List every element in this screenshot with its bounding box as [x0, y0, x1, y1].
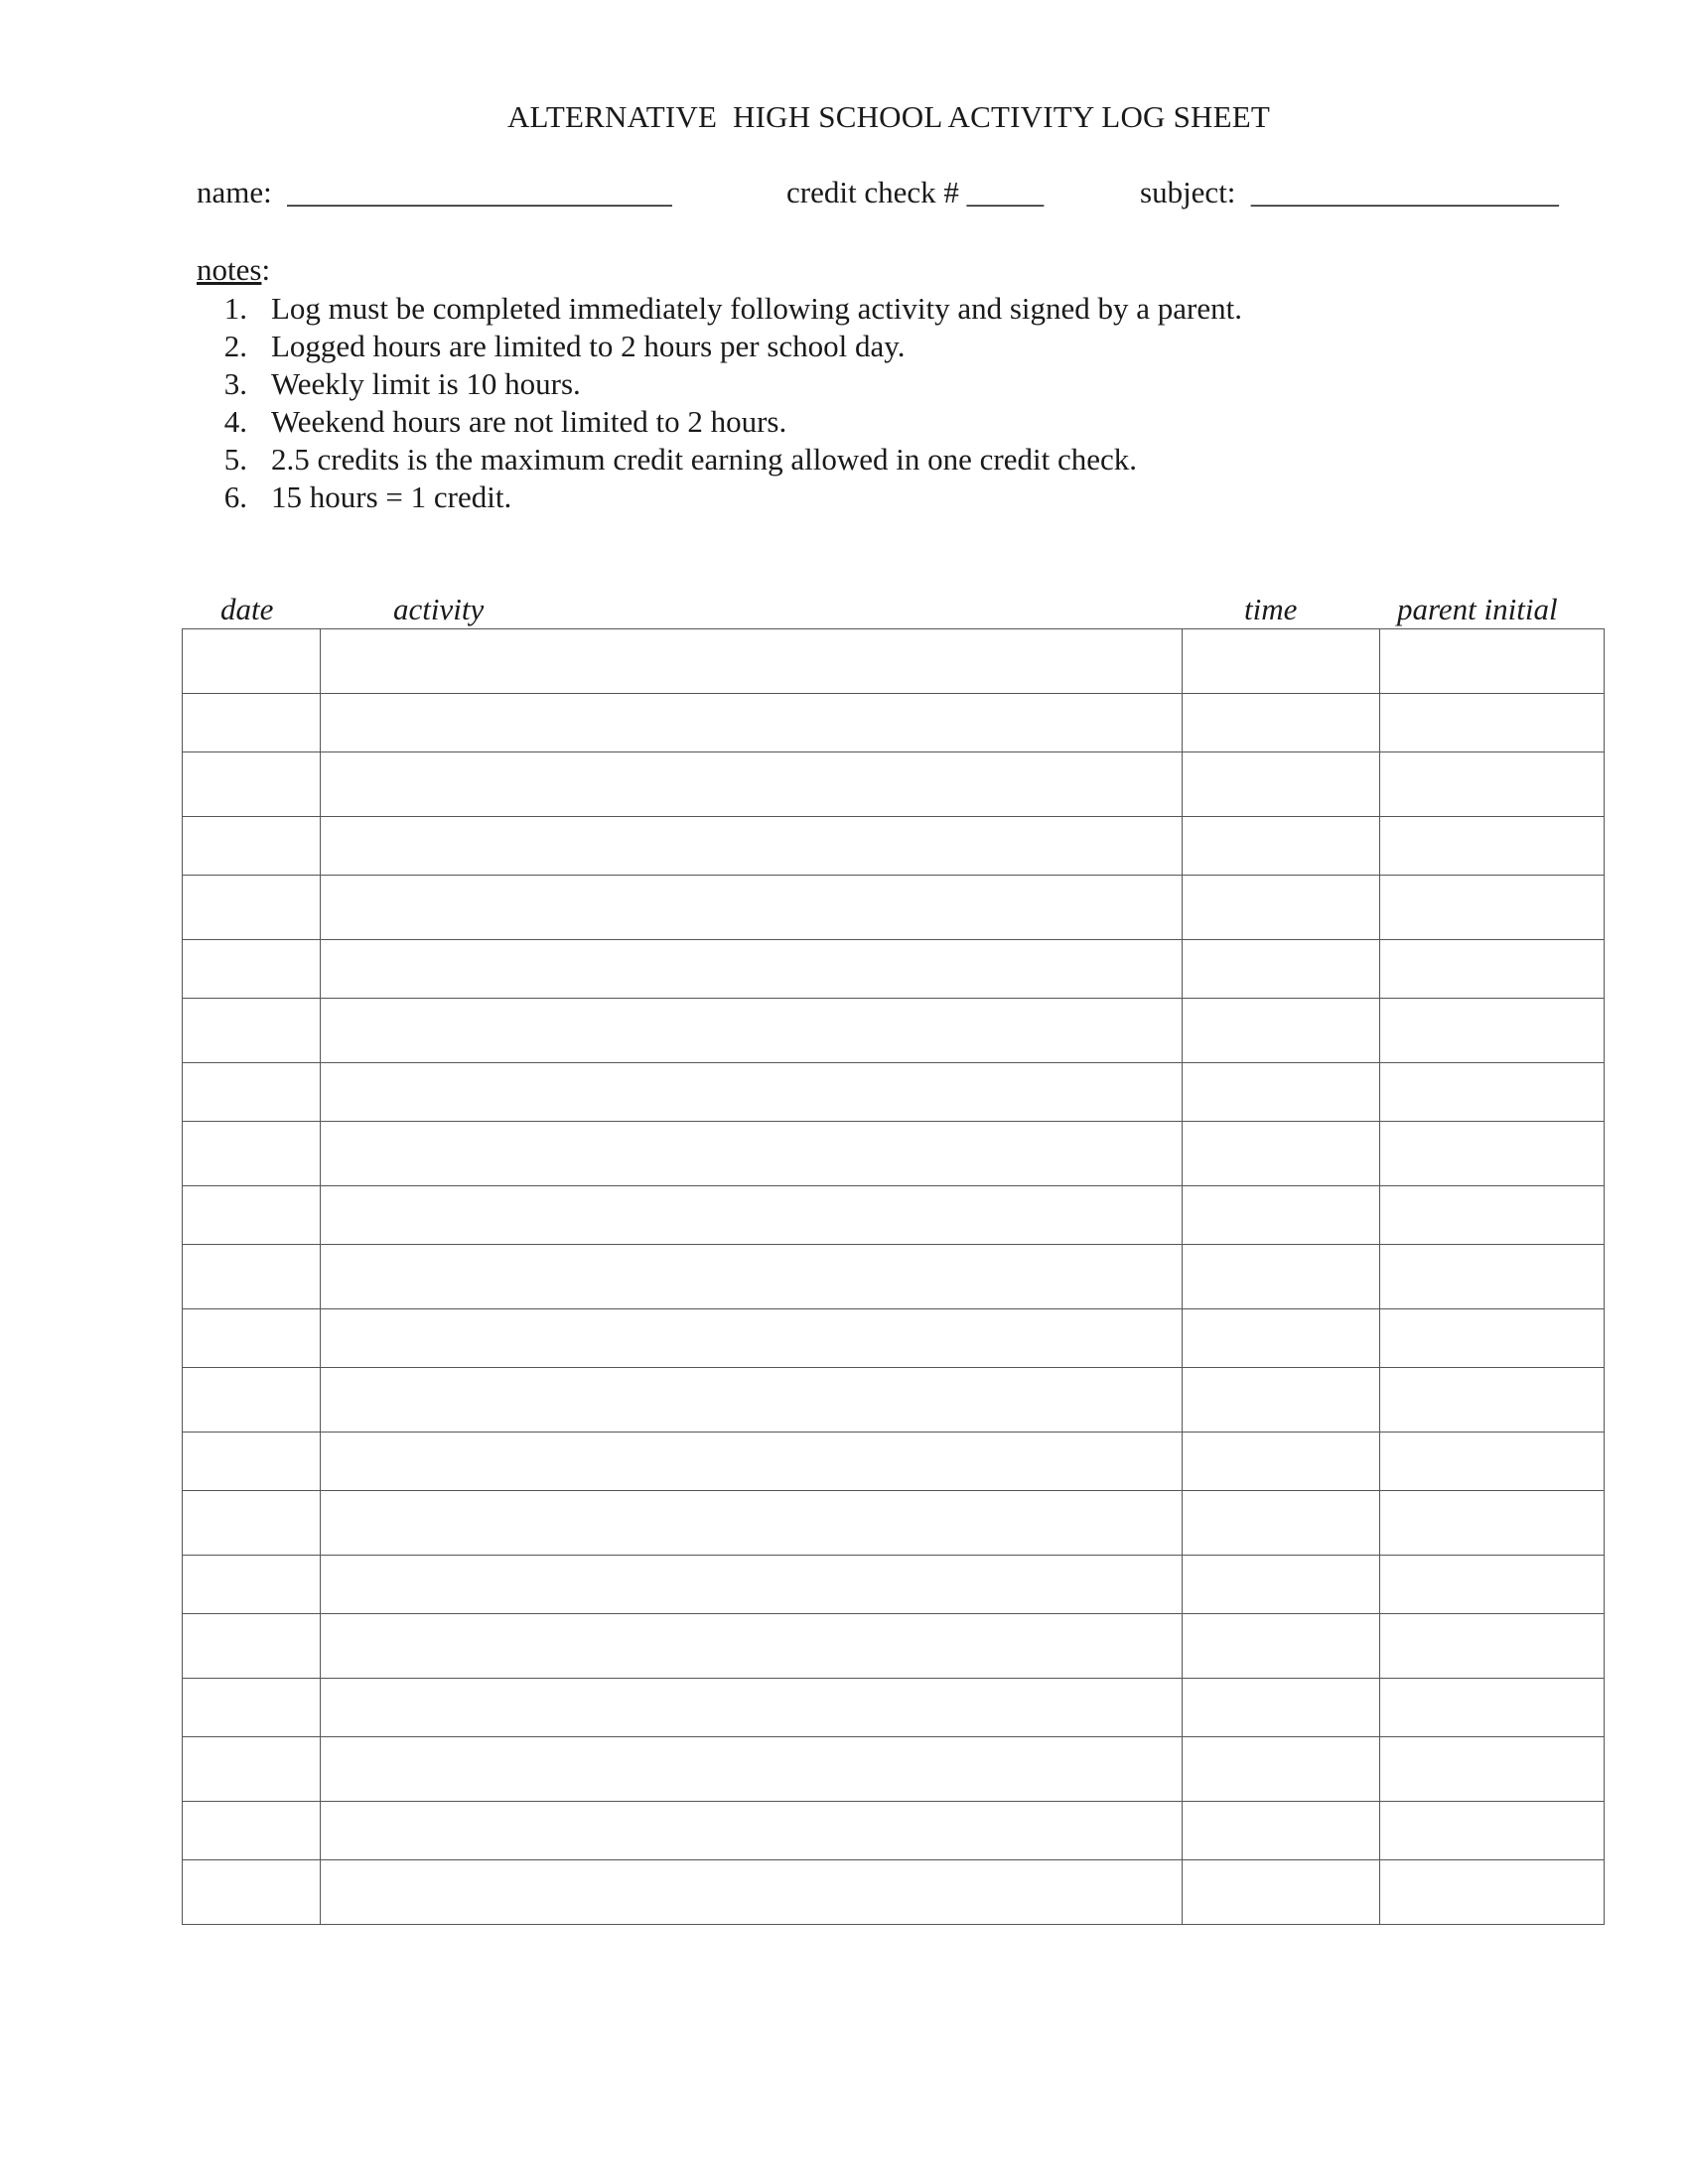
activity-log-table — [182, 628, 1605, 1925]
parent-initial-cell[interactable] — [1380, 1245, 1605, 1309]
notes-heading-colon: : — [261, 252, 271, 287]
note-item — [197, 403, 1242, 441]
note-text: Weekend hours are not limited to 2 hours. — [271, 404, 787, 439]
date-cell[interactable] — [183, 999, 321, 1063]
activity-cell[interactable] — [321, 1122, 1183, 1186]
credit-check-field[interactable]: credit check # _____ — [786, 175, 1045, 209]
date-cell[interactable] — [183, 752, 321, 817]
time-cell[interactable] — [1183, 1186, 1380, 1245]
table-row — [183, 1122, 1605, 1186]
time-cell[interactable] — [1183, 1737, 1380, 1802]
parent-initial-cell[interactable] — [1380, 694, 1605, 752]
time-cell[interactable] — [1183, 1245, 1380, 1309]
note-item — [197, 365, 1242, 403]
note-number: 4. — [223, 404, 247, 439]
activity-cell[interactable] — [321, 876, 1183, 940]
parent-initial-cell[interactable] — [1380, 629, 1605, 694]
date-cell[interactable] — [183, 817, 321, 876]
time-cell[interactable] — [1183, 1614, 1380, 1679]
parent-initial-cell[interactable] — [1380, 1433, 1605, 1491]
activity-cell[interactable] — [321, 940, 1183, 999]
parent-initial-cell[interactable] — [1380, 1186, 1605, 1245]
activity-cell[interactable] — [321, 1063, 1183, 1122]
table-row — [183, 1614, 1605, 1679]
date-cell[interactable] — [183, 629, 321, 694]
column-header-date: date — [220, 592, 274, 626]
time-cell[interactable] — [1183, 694, 1380, 752]
table-row — [183, 629, 1605, 694]
activity-cell[interactable] — [321, 1433, 1183, 1491]
parent-initial-cell[interactable] — [1380, 1860, 1605, 1925]
activity-cell[interactable] — [321, 1368, 1183, 1433]
table-row — [183, 1491, 1605, 1556]
date-cell[interactable] — [183, 1186, 321, 1245]
activity-cell[interactable] — [321, 1245, 1183, 1309]
parent-initial-cell[interactable] — [1380, 1737, 1605, 1802]
page-title: ALTERNATIVE HIGH SCHOOL ACTIVITY LOG SHEET — [506, 99, 1271, 134]
activity-cell[interactable] — [321, 1614, 1183, 1679]
parent-initial-cell[interactable] — [1380, 817, 1605, 876]
note-item — [197, 328, 1242, 365]
note-number: 2. — [223, 329, 247, 363]
activity-cell[interactable] — [321, 629, 1183, 694]
time-cell[interactable] — [1183, 1556, 1380, 1614]
time-cell[interactable] — [1183, 999, 1380, 1063]
note-text: Log must be completed immediately following activity and signed by a parent. — [271, 291, 1242, 326]
time-cell[interactable] — [1183, 1491, 1380, 1556]
table-row — [183, 1556, 1605, 1614]
note-number: 6. — [223, 479, 247, 514]
table-row — [183, 1186, 1605, 1245]
table-row — [183, 1245, 1605, 1309]
time-cell[interactable] — [1183, 752, 1380, 817]
note-number: 1. — [223, 291, 247, 326]
date-cell[interactable] — [183, 1860, 321, 1925]
date-cell[interactable] — [183, 1679, 321, 1737]
note-number: 5. — [223, 442, 247, 477]
table-row — [183, 1309, 1605, 1368]
name-field[interactable]: name: _________________________ — [197, 175, 672, 209]
table-row — [183, 694, 1605, 752]
activity-cell[interactable] — [321, 694, 1183, 752]
activity-cell[interactable] — [321, 1679, 1183, 1737]
parent-initial-cell[interactable] — [1380, 1309, 1605, 1368]
date-cell[interactable] — [183, 876, 321, 940]
time-cell[interactable] — [1183, 940, 1380, 999]
table-row — [183, 876, 1605, 940]
time-cell[interactable] — [1183, 1860, 1380, 1925]
table-row — [183, 752, 1605, 817]
column-header-activity: activity — [393, 592, 485, 626]
activity-log-body — [183, 629, 1605, 1925]
notes-heading — [197, 252, 270, 288]
time-cell[interactable] — [1183, 876, 1380, 940]
table-row — [183, 999, 1605, 1063]
table-row — [183, 1433, 1605, 1491]
note-text: 15 hours = 1 credit. — [271, 479, 512, 514]
table-row — [183, 1737, 1605, 1802]
note-text: 2.5 credits is the maximum credit earning allowed in one credit check. — [271, 442, 1138, 477]
date-cell[interactable] — [183, 1737, 321, 1802]
date-cell[interactable] — [183, 1309, 321, 1368]
parent-initial-cell[interactable] — [1380, 1122, 1605, 1186]
date-cell[interactable] — [183, 1122, 321, 1186]
activity-cell[interactable] — [321, 1491, 1183, 1556]
date-cell[interactable] — [183, 1556, 321, 1614]
parent-initial-cell[interactable] — [1380, 1063, 1605, 1122]
date-cell[interactable] — [183, 1433, 321, 1491]
date-cell[interactable] — [183, 940, 321, 999]
parent-initial-cell[interactable] — [1380, 876, 1605, 940]
time-cell[interactable] — [1183, 1368, 1380, 1433]
parent-initial-cell[interactable] — [1380, 1556, 1605, 1614]
parent-initial-cell[interactable] — [1380, 1679, 1605, 1737]
activity-cell[interactable] — [321, 817, 1183, 876]
table-row — [183, 1368, 1605, 1433]
note-text: Logged hours are limited to 2 hours per school day. — [271, 329, 906, 363]
note-number: 3. — [223, 366, 247, 401]
table-row — [183, 1679, 1605, 1737]
table-row — [183, 1063, 1605, 1122]
note-item — [197, 290, 1242, 328]
table-row — [183, 940, 1605, 999]
time-cell[interactable] — [1183, 1122, 1380, 1186]
table-row — [183, 1860, 1605, 1925]
parent-initial-cell[interactable] — [1380, 1802, 1605, 1860]
parent-initial-cell[interactable] — [1380, 752, 1605, 817]
time-cell[interactable] — [1183, 629, 1380, 694]
note-item — [197, 478, 1242, 516]
activity-cell[interactable] — [321, 1186, 1183, 1245]
parent-initial-cell[interactable] — [1380, 999, 1605, 1063]
column-header-parent-initial: parent initial — [1397, 592, 1558, 626]
parent-initial-cell[interactable] — [1380, 1491, 1605, 1556]
date-cell[interactable] — [183, 1491, 321, 1556]
date-cell[interactable] — [183, 694, 321, 752]
subject-field[interactable]: subject: ____________________ — [1140, 175, 1559, 209]
notes-heading-label: notes — [197, 252, 262, 287]
table-row — [183, 1802, 1605, 1860]
activity-cell[interactable] — [321, 999, 1183, 1063]
note-text: Weekly limit is 10 hours. — [271, 366, 581, 401]
column-header-time: time — [1244, 592, 1298, 626]
activity-cell[interactable] — [321, 1737, 1183, 1802]
date-cell[interactable] — [183, 1802, 321, 1860]
date-cell[interactable] — [183, 1614, 321, 1679]
activity-cell[interactable] — [321, 752, 1183, 817]
activity-cell[interactable] — [321, 1309, 1183, 1368]
date-cell[interactable] — [183, 1245, 321, 1309]
time-cell[interactable] — [1183, 1802, 1380, 1860]
time-cell[interactable] — [1183, 1063, 1380, 1122]
activity-cell[interactable] — [321, 1556, 1183, 1614]
date-cell[interactable] — [183, 1368, 321, 1433]
activity-cell[interactable] — [321, 1860, 1183, 1925]
activity-cell[interactable] — [321, 1802, 1183, 1860]
parent-initial-cell[interactable] — [1380, 940, 1605, 999]
notes-list — [197, 290, 1242, 516]
note-item — [197, 441, 1242, 478]
parent-initial-cell[interactable] — [1380, 1368, 1605, 1433]
table-row — [183, 817, 1605, 876]
date-cell[interactable] — [183, 1063, 321, 1122]
parent-initial-cell[interactable] — [1380, 1614, 1605, 1679]
time-cell[interactable] — [1183, 1679, 1380, 1737]
time-cell[interactable] — [1183, 1433, 1380, 1491]
time-cell[interactable] — [1183, 817, 1380, 876]
time-cell[interactable] — [1183, 1309, 1380, 1368]
